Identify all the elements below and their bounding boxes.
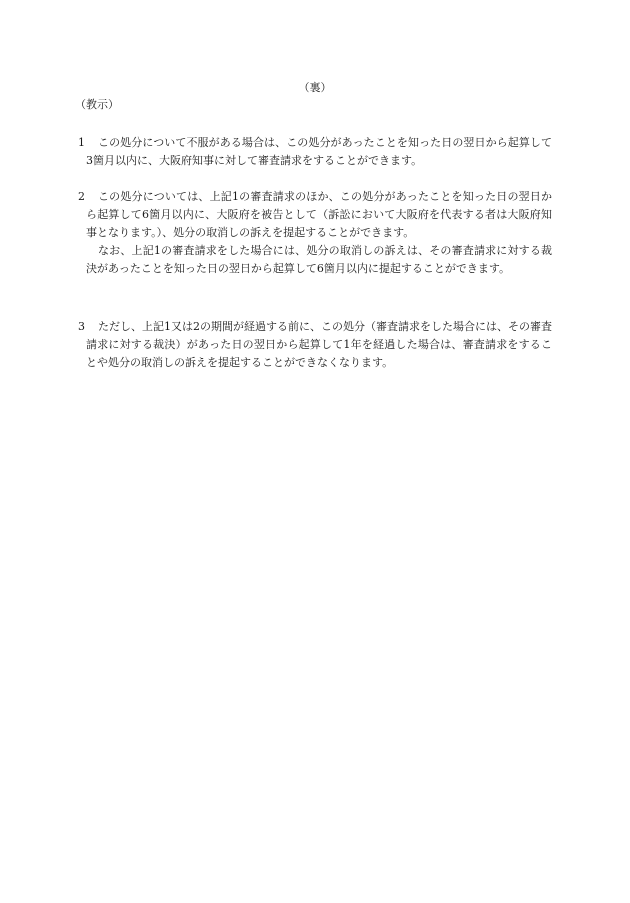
item-paragraph: なお、上記1の審査請求をした場合には、処分の取消しの訴えは、その審査請求に対する裁決があったことを知った日の翌日から起算して6箇月以内に提起することができます。 (86, 244, 552, 275)
item-number: 2 (78, 190, 85, 203)
item-number: 1 (78, 136, 85, 149)
page-header: （裏） (298, 81, 332, 94)
notice-label: （教示） (75, 98, 119, 111)
item-number: 3 (78, 320, 85, 333)
item-paragraph: ただし、上記1又は2の期間が経過する前に、この処分（審査請求をした場合には、その審査請求に対する裁決）があった日の翌日から起算して1年を経過した場合は、審査請求をすることや処分の取消しの訴えを提起することができなくなります。 (86, 320, 552, 369)
notice-item-1 (78, 134, 552, 170)
item-paragraph: この処分については、上記1の審査請求のほか、この処分があったことを知った日の翌日から起算して6箇月以内に、大阪府を被告として（訴訟において大阪府を代表する者は大阪府知事となります。）、処分の取消しの訴えを提起することができます。 (86, 190, 552, 239)
notice-item-3 (78, 318, 552, 372)
notice-item-2 (78, 188, 552, 278)
item-paragraph: この処分について不服がある場合は、この処分があったことを知った日の翌日から起算して3箇月以内に、大阪府知事に対して審査請求をすることができます。 (86, 136, 552, 167)
